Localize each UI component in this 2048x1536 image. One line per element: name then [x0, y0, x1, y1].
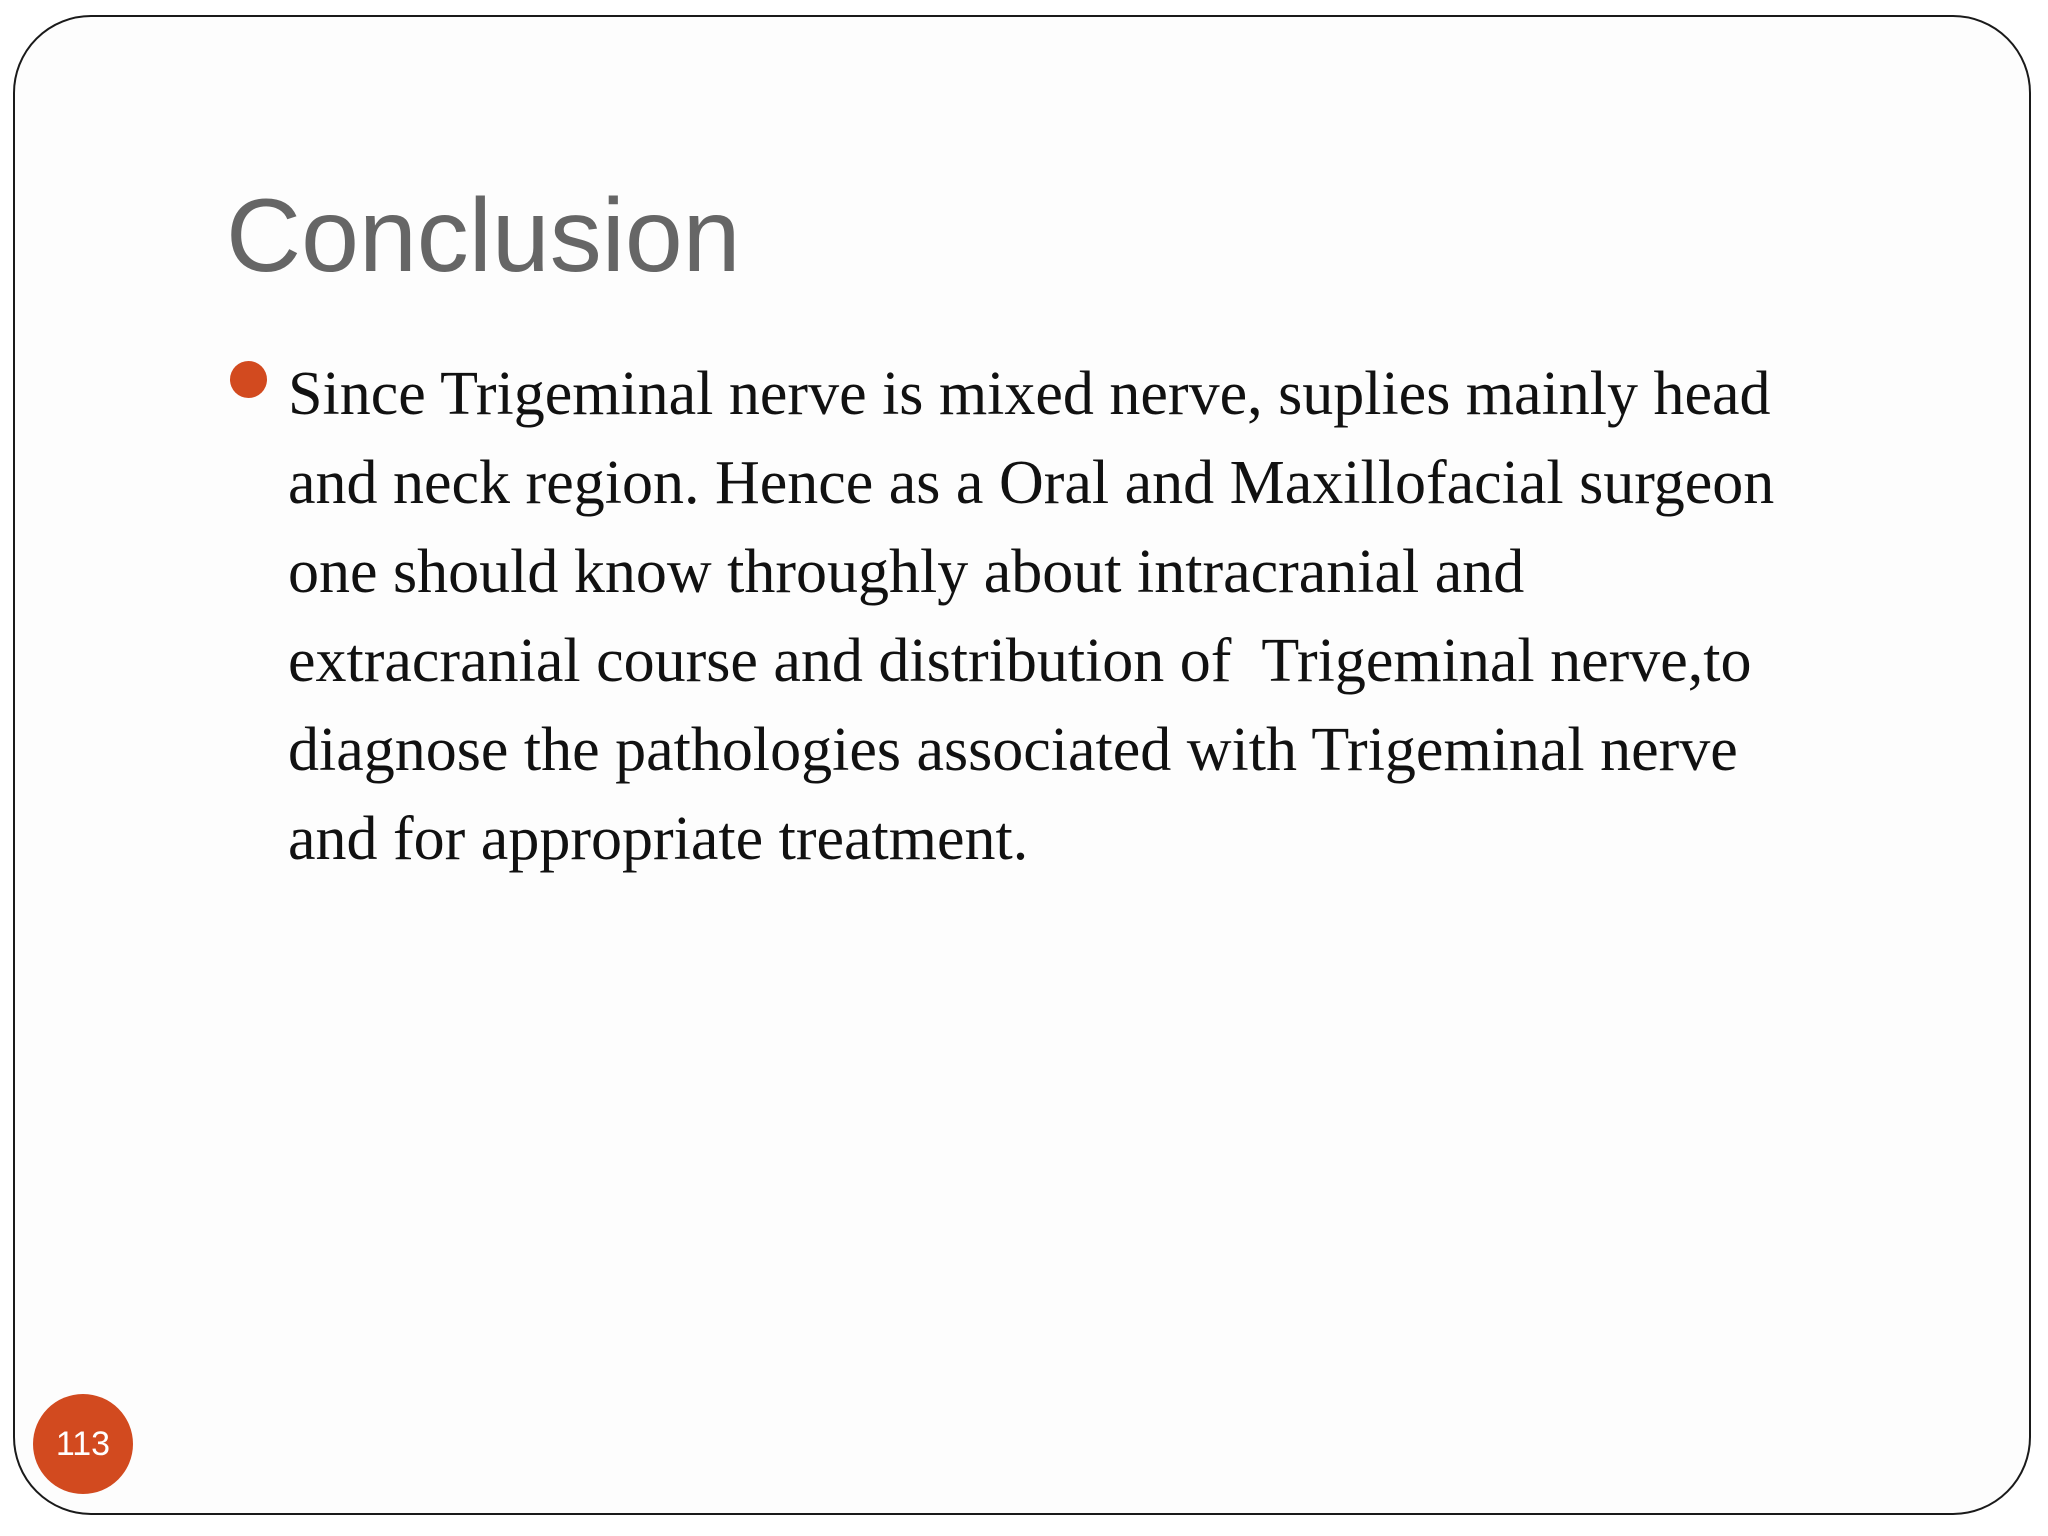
bullet-text	[288, 350, 1886, 884]
slide-title: Conclusion	[226, 178, 741, 294]
bullet-text-line: and for appropriate treatment.	[288, 805, 1029, 873]
page-number-badge: 113	[33, 1394, 133, 1494]
bullet-text-line: diagnose the pathologies associated with Trigeminal nerve	[288, 716, 1738, 784]
bullet-list	[226, 350, 1886, 884]
bullet-text-line: Since Trigeminal nerve is mixed nerve, suplies mainly head	[288, 360, 1771, 428]
bullet-item	[226, 350, 1886, 884]
bullet-dot-icon	[230, 361, 267, 398]
bullet-text-line: extracranial course and distribution of Trigeminal nerve,to	[288, 627, 1752, 695]
bullet-text-line: one should know throughly about intracranial and	[288, 538, 1525, 606]
bullet-text-line: and neck region. Hence as a Oral and Maxillofacial surgeon	[288, 449, 1775, 517]
